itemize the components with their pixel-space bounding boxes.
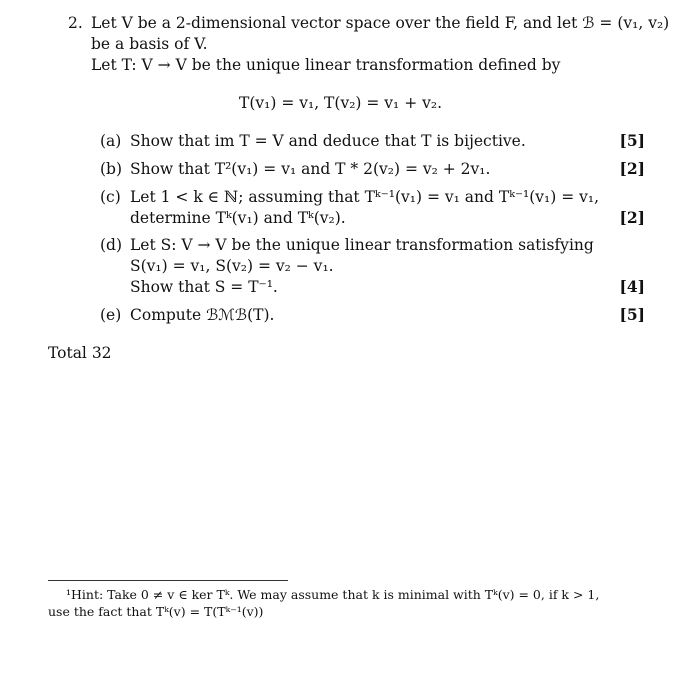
part-d-label: (d)	[100, 236, 123, 254]
display-equation: T(v₁) = v₁, T(v₂) = v₁ + v₂.	[238, 94, 443, 112]
part-c-label: (c)	[100, 188, 121, 206]
part-d-marks: [4]	[619, 277, 645, 296]
part-a-label: (a)	[100, 132, 122, 150]
footnote-rule	[48, 580, 288, 581]
part-c-marks: [2]	[619, 208, 645, 227]
problem-intro-line-1: Let V be a 2-dimensional vector space over the field F, and let ℬ = (v₁, v₂)	[91, 14, 670, 32]
part-d-line-1: Let S: V → V be the unique linear transformation satisfying	[130, 236, 594, 254]
problem-intro-line-3: Let T: V → V be the unique linear transformation defined by	[91, 56, 561, 74]
part-b-marks: [2]	[619, 159, 645, 178]
part-e-label: (e)	[100, 306, 122, 324]
total-marks: Total 32	[48, 344, 112, 362]
footnote-line-2: use the fact that Tᵏ(v) = T(Tᵏ⁻¹(v))	[48, 604, 264, 619]
part-a-text: Show that im T = V and deduce that T is bijective.	[130, 132, 526, 150]
part-c-line-1: Let 1 < k ∈ ℕ; assuming that Tᵏ⁻¹(v₁) = v₁ and Tᵏ⁻¹(v₁) = v₁,	[130, 188, 600, 206]
part-d-line-3: Show that S = T⁻¹.	[130, 278, 278, 296]
part-e-marks: [5]	[619, 305, 645, 324]
part-c-line-2: determine Tᵏ(v₁) and Tᵏ(v₂).	[130, 209, 346, 227]
part-b-text: Show that T²(v₁) = v₁ and T * 2(v₂) = v₂ + 2v₁.	[130, 160, 491, 178]
part-e-text: Compute ℬℳℬ(T).	[130, 306, 275, 324]
part-a-marks: [5]	[619, 131, 645, 150]
part-d-line-2: S(v₁) = v₁, S(v₂) = v₂ − v₁.	[130, 257, 334, 275]
footnote-line-1: ¹Hint: Take 0 ≠ v ∈ ker Tᵏ. We may assume that k is minimal with Tᵏ(v) = 0, if k > 1,	[66, 587, 600, 602]
problem-number: 2.	[68, 14, 83, 32]
problem-intro-line-2: be a basis of V.	[91, 35, 208, 53]
part-b-label: (b)	[100, 160, 123, 178]
